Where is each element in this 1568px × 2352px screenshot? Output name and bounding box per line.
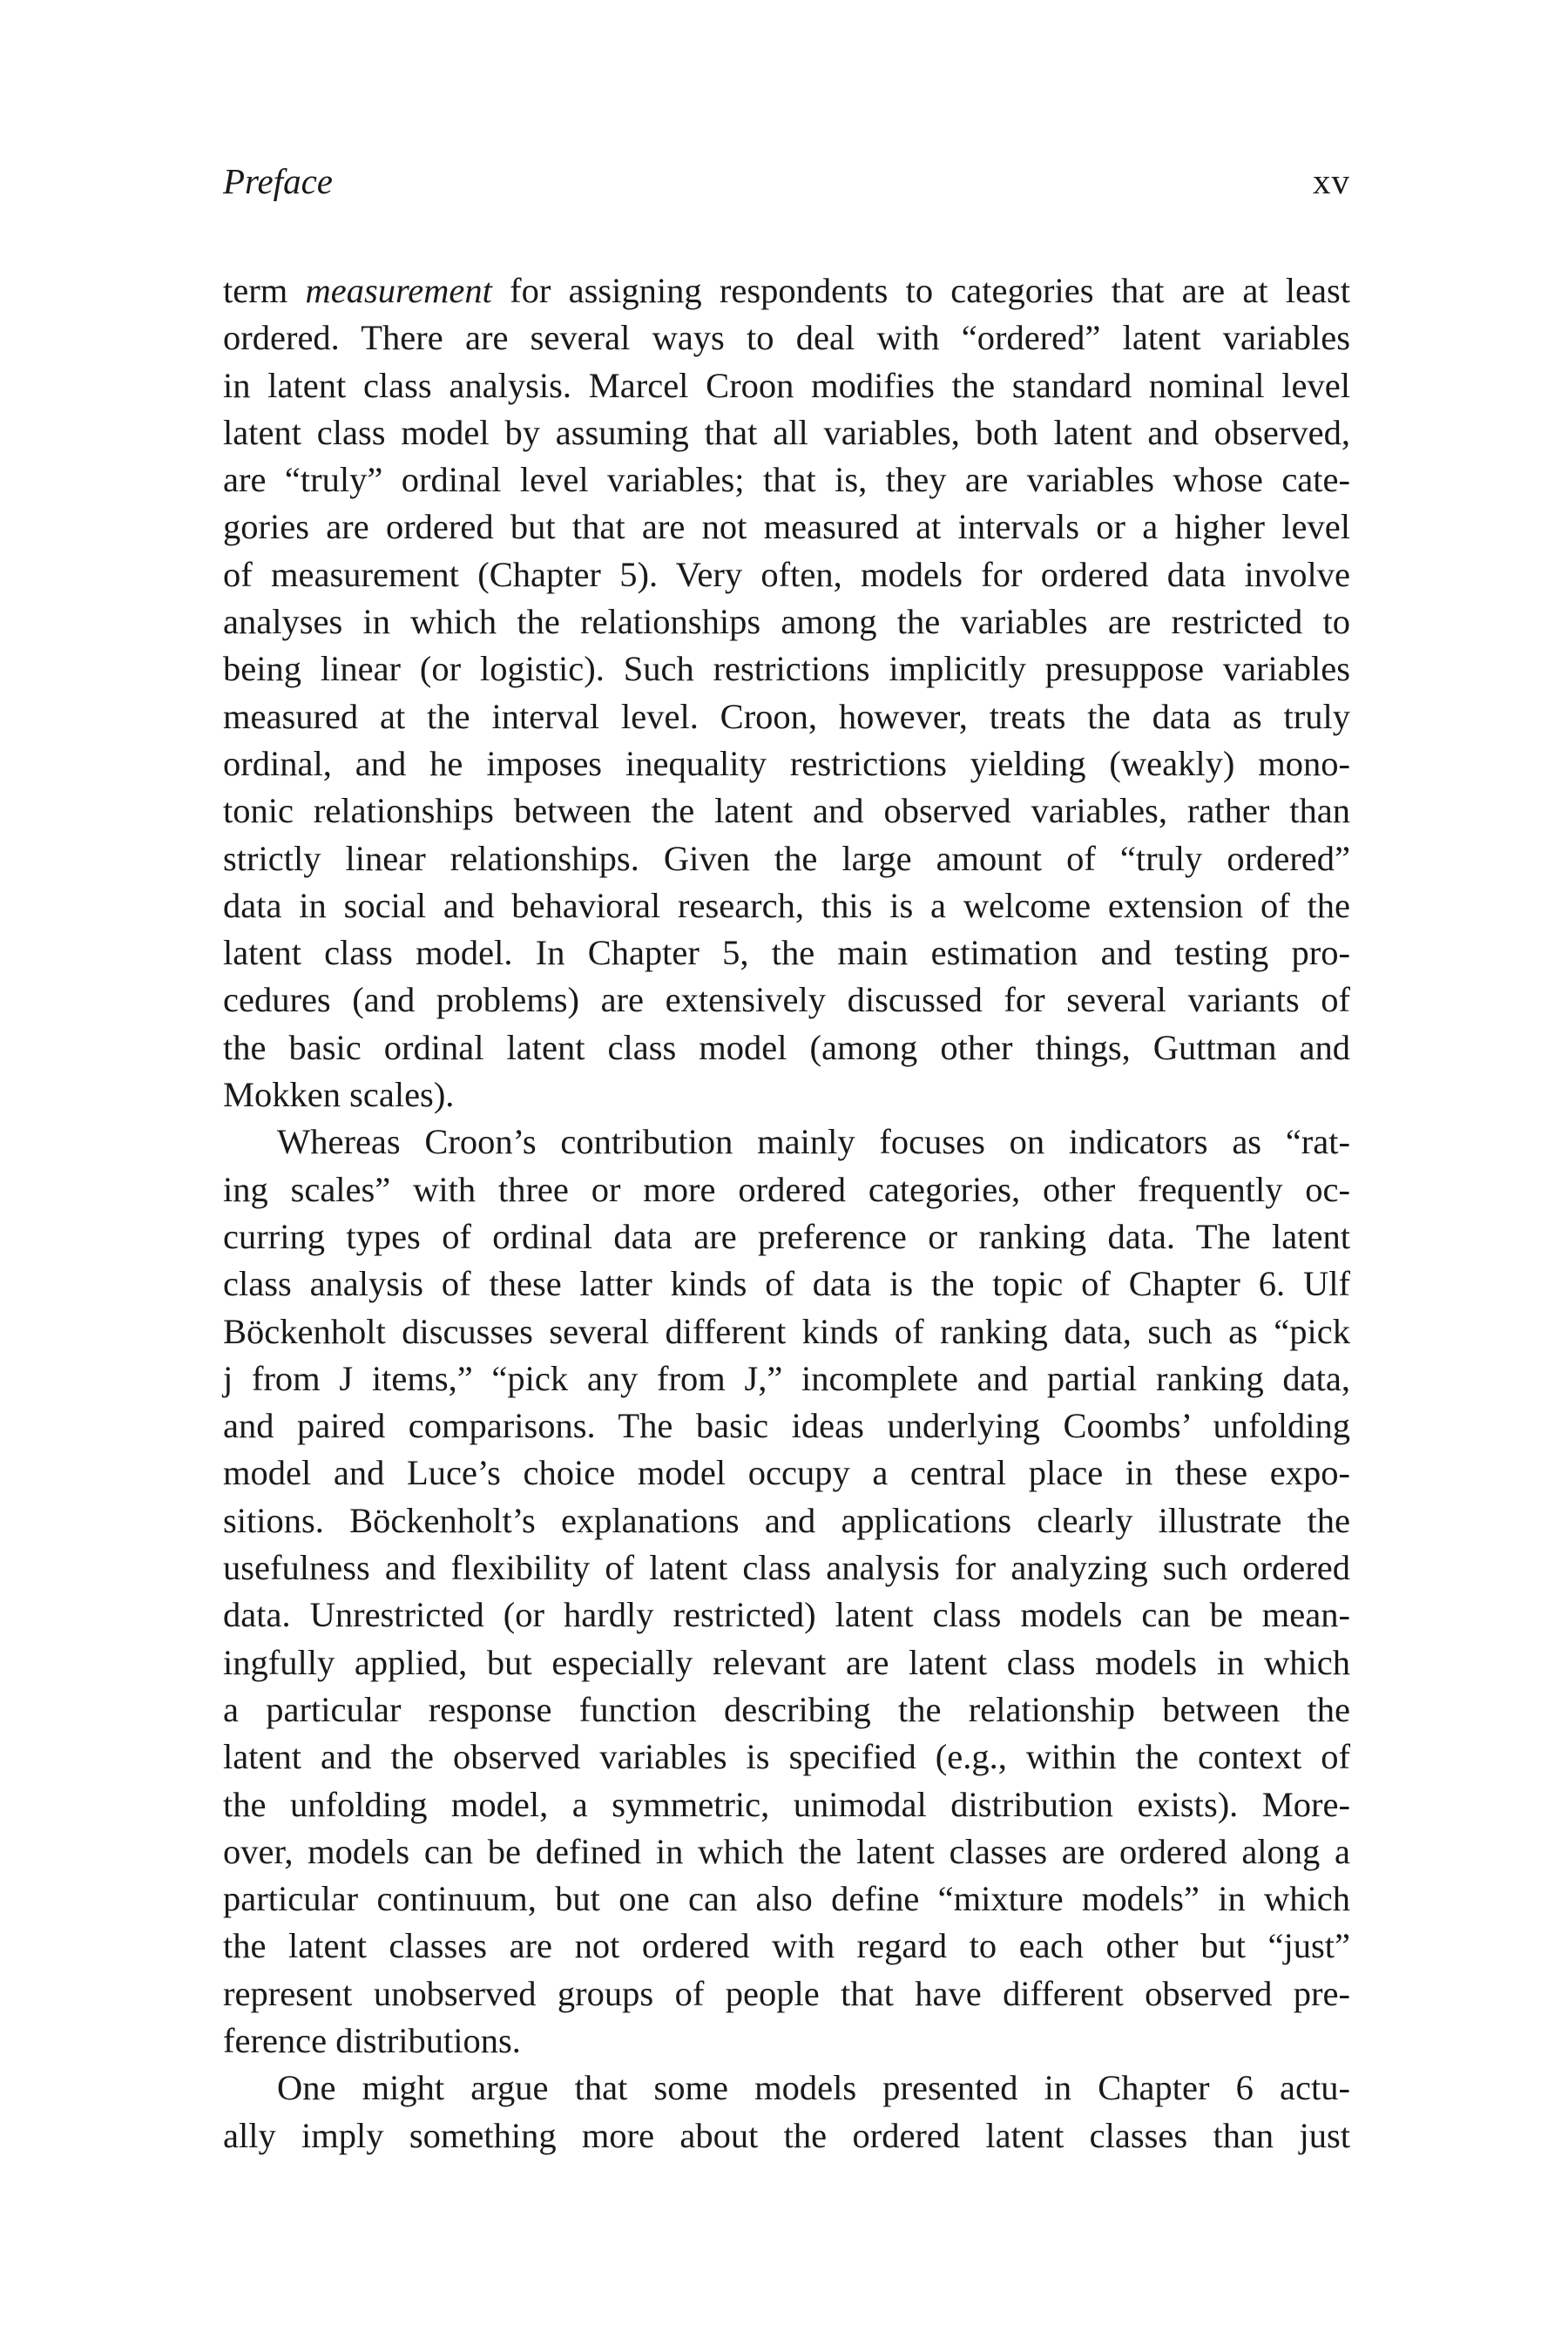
text-line: a particular response function describing the relationship between the [223, 1689, 1350, 1729]
text-line: latent class model by assuming that all variables, both latent and observed, [223, 412, 1350, 452]
text-line: represent unobserved groups of people that have different observed pre- [223, 1973, 1350, 2013]
emphasized-term: measurement [305, 271, 492, 310]
page-number: xv [1313, 161, 1350, 201]
text-line: latent and the observed variables is specified (e.g., within the context of [223, 1737, 1350, 1777]
text-line: the latent classes are not ordered with regard to each other but “just” [223, 1926, 1350, 1966]
text-line: j from J items,” “pick any from J,” incomplete and partial ranking data, [223, 1358, 1350, 1398]
text-line: particular continuum, but one can also define “mixture models” in which [223, 1879, 1350, 1919]
text-line: the unfolding model, a symmetric, unimodal distribution exists). More- [223, 1784, 1350, 1824]
text-line: and paired comparisons. The basic ideas underlying Coombs’ unfolding [223, 1406, 1350, 1446]
text-line: ingfully applied, but especially relevant are latent class models in which [223, 1642, 1350, 1682]
text-line: the basic ordinal latent class model (among other things, Guttman and [223, 1027, 1350, 1067]
text-line: are “truly” ordinal level variables; that is, they are variables whose cate- [223, 460, 1350, 500]
text-line: ordered. There are several ways to deal with “ordered” latent variables [223, 318, 1350, 358]
text-line: analyses in which the relationships among the variables are restricted to [223, 602, 1350, 642]
text-line: model and Luce’s choice model occupy a central place in these expo- [223, 1453, 1350, 1493]
text-line: Böckenholt discusses several different kinds of ranking data, such as “pick [223, 1311, 1350, 1351]
text-line: tonic relationships between the latent and observed variables, rather than [223, 791, 1350, 831]
text-line: ference distributions. [223, 2020, 521, 2060]
text-line: being linear (or logistic). Such restrictions implicitly presuppose variables [223, 649, 1350, 689]
running-title: Preface [223, 161, 333, 201]
text-fragment: for assigning respondents to categories that are at least [510, 271, 1351, 310]
text-line: usefulness and flexibility of latent class analysis for analyzing such ordered [223, 1548, 1350, 1588]
text-line: sitions. Böckenholt’s explanations and applications clearly illustrate the [223, 1500, 1350, 1540]
text-fragment: term [223, 271, 288, 310]
text-line: in latent class analysis. Marcel Croon modifies the standard nominal level [223, 365, 1350, 405]
running-head [223, 155, 1350, 207]
text-line: One might argue that some models presented in Chapter 6 actu- [277, 2068, 1350, 2108]
text-line: of measurement (Chapter 5). Very often, models for ordered data involve [223, 554, 1350, 594]
text-line: data. Unrestricted (or hardly restricted) latent class models can be mean- [223, 1595, 1350, 1635]
text-line: latent class model. In Chapter 5, the main estimation and testing pro- [223, 933, 1350, 973]
text-line: gories are ordered but that are not measured at intervals or a higher level [223, 507, 1350, 547]
body-text [223, 267, 1350, 2159]
text-line: curring types of ordinal data are preference or ranking data. The latent [223, 1216, 1350, 1256]
text-line: cedures (and problems) are extensively discussed for several variants of [223, 980, 1350, 1020]
text-line: Mokken scales). [223, 1075, 455, 1115]
text-line: ally imply something more about the ordered latent classes than just [223, 2115, 1350, 2155]
text-line: measured at the interval level. Croon, however, treats the data as truly [223, 696, 1350, 736]
text-line: Whereas Croon’s contribution mainly focuses on indicators as “rat- [277, 1122, 1350, 1162]
text-line [223, 267, 1350, 314]
text-line: class analysis of these latter kinds of data is the topic of Chapter 6. Ulf [223, 1264, 1350, 1304]
text-line: strictly linear relationships. Given the large amount of “truly ordered” [223, 838, 1350, 878]
text-line: ordinal, and he imposes inequality restrictions yielding (weakly) mono- [223, 743, 1350, 783]
text-line: ing scales” with three or more ordered categories, other frequently oc- [223, 1169, 1350, 1209]
text-line: data in social and behavioral research, this is a welcome extension of the [223, 885, 1350, 925]
text-line: over, models can be defined in which the latent classes are ordered along a [223, 1831, 1350, 1871]
